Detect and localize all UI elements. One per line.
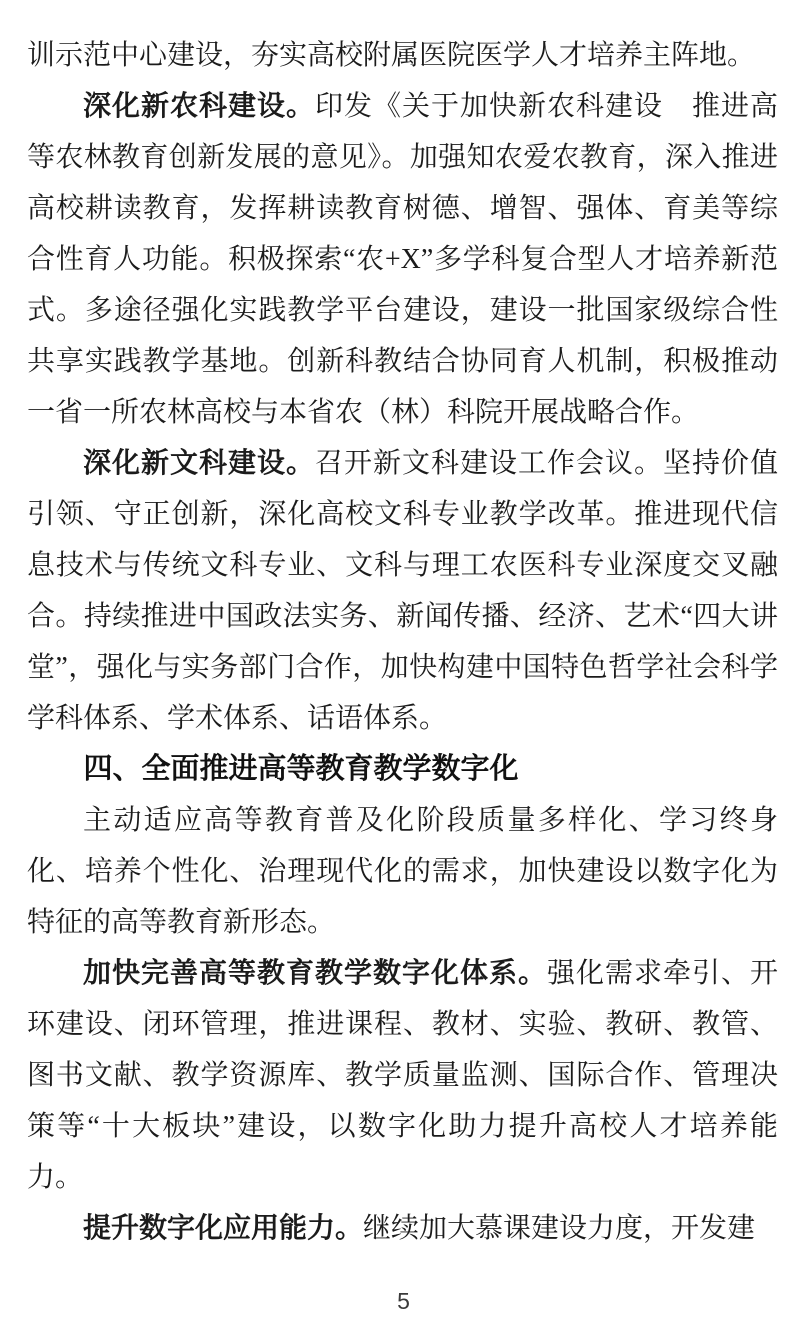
paragraph-lead: 加快完善高等教育教学数字化体系。 <box>83 958 547 989</box>
paragraph-new-agri-science <box>27 81 778 438</box>
paragraph-digital-intro <box>27 795 778 948</box>
paragraph-text: 强化需求牵引、开环建设、闭环管理，推进课程、教材、实验、教研、教管、图书文献、教学资源库、教学质量监测、国际合作、管理决策等“十大板块”建设，以数字化助力提升高校人才培养能力。 <box>27 958 778 1193</box>
paragraph-text: 印发《关于加快新农科建设 推进高等农林教育创新发展的意见》。加强知农爱农教育，深入推进高校耕读教育，发挥耕读教育树德、增智、强体、育美等综合性育人功能。积极探索“农+X”多学科复合型人才培养新范式。多途径强化实践教学平台建设，建设一批国家级综合性共享实践教学基地。创新科教结合协同育人机制，积极推动一省一所农林高校与本省农（林）科院开展战略合作。 <box>27 91 778 428</box>
paragraph-lead: 提升数字化应用能力。 <box>83 1213 364 1244</box>
paragraph-digital-system <box>27 948 778 1203</box>
section-heading-4: 四、全面推进高等教育教学数字化 <box>83 753 519 785</box>
paragraph-continuation <box>27 30 778 81</box>
paragraph-text: 继续加大慕课建设力度，开发建 <box>363 1213 756 1244</box>
paragraph-lead: 深化新文科建设。 <box>83 448 315 479</box>
paragraph-text: 召开新文科建设工作会议。坚持价值引领、守正创新，深化高校文科专业教学改革。推进现代信息技术与传统文科专业、文科与理工农医科专业深度交叉融合。持续推进中国政法实务、新闻传播、经济、艺术“四大讲堂”，强化与实务部门合作，加快构建中国特色哲学社会科学学科体系、学术体系、话语体系。 <box>27 448 778 734</box>
page-number: 5 <box>397 1288 410 1314</box>
paragraph-text: 训示范中心建设，夯实高校附属医院医学人才培养主阵地。 <box>27 40 756 71</box>
paragraph-lead: 深化新农科建设。 <box>83 91 315 122</box>
paragraph-new-liberal-arts <box>27 438 778 744</box>
paragraph-digital-ability <box>27 1203 778 1254</box>
paragraph-text: 主动适应高等教育普及化阶段质量多样化、学习终身化、培养个性化、治理现代化的需求，加快建设以数字化为特征的高等教育新形态。 <box>27 805 778 938</box>
